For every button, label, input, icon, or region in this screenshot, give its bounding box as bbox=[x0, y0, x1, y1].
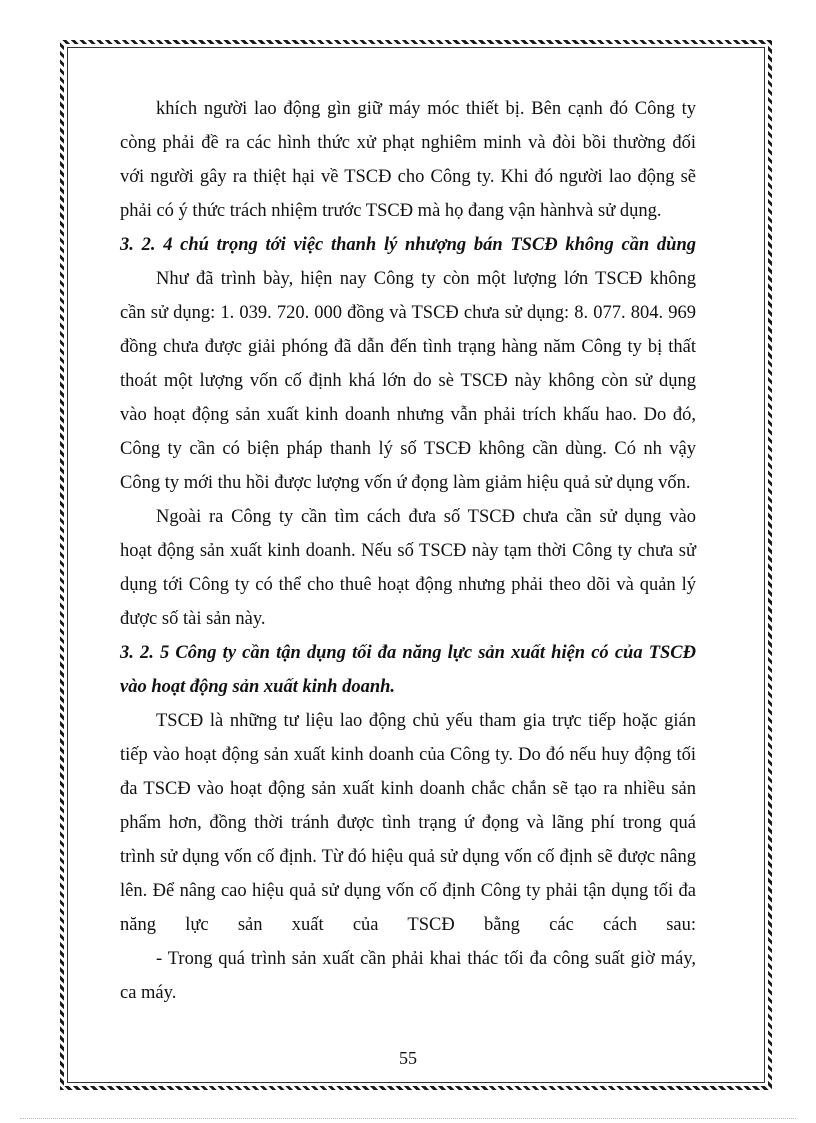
paragraph-line: tiếp vào hoạt động sản xuất kinh doanh của Công ty. Do đó nếu huy động tối bbox=[120, 745, 696, 765]
paragraph-line: phẩm hơn, đồng thời tránh được tình trạng ứ đọng và lãng phí trong quá bbox=[120, 813, 696, 833]
paragraph-line: lên. Để nâng cao hiệu quả sử dụng vốn cố định Công ty phải tận dụng tối đa bbox=[120, 881, 696, 901]
paragraph-line: Ngoài ra Công ty cần tìm cách đưa số TSCĐ chưa cần sử dụng vào bbox=[156, 507, 696, 527]
paragraph-line: ca máy. bbox=[120, 983, 177, 1003]
paragraph-line: phải có ý thức trách nhiệm trước TSCĐ mà họ đang vận hànhvà sử dụng. bbox=[120, 201, 662, 221]
page-number: 55 bbox=[399, 1048, 417, 1068]
paragraph-line: đồng chưa được giải phóng đã dẫn đến tình trạng hàng năm Công ty bị thất bbox=[120, 337, 696, 357]
paragraph-line: Như đã trình bày, hiện nay Công ty còn một lượng lớn TSCĐ không bbox=[156, 269, 696, 289]
document-body bbox=[120, 92, 696, 1010]
paragraph-line: với người gây ra thiệt hại về TSCĐ cho Công ty. Khi đó người lao động sẽ bbox=[120, 167, 696, 187]
paragraph-line: khích người lao động gìn giữ máy móc thiết bị. Bên cạnh đó Công ty bbox=[156, 99, 696, 119]
paragraph-line: vào hoạt động sản xuất kinh doanh nhưng vẫn phải trích khấu hao. Do đó, bbox=[120, 405, 696, 425]
paragraph-line: - Trong quá trình sản xuất cần phải khai thác tối đa công suất giờ máy, bbox=[156, 949, 696, 969]
paragraph-line: được số tài sản này. bbox=[120, 609, 266, 629]
paragraph-line: thoát một lượng vốn cố định khá lớn do sè TSCĐ này không còn sử dụng bbox=[120, 371, 696, 391]
paragraph-line: trình sử dụng vốn cố định. Từ đó hiệu quả sử dụng vốn cố định sẽ được nâng bbox=[120, 847, 696, 867]
paragraph-line: dụng tới Công ty có thể cho thuê hoạt động nhưng phải theo dõi và quản lý bbox=[120, 575, 696, 595]
section-heading-line: 3. 2. 5 Công ty cần tận dụng tối đa năng lực sản xuất hiện có của TSCĐ bbox=[120, 643, 696, 663]
paragraph-line: đa TSCĐ vào hoạt động sản xuất kinh doanh chắc chắn sẽ tạo ra nhiều sản bbox=[120, 779, 696, 799]
section-heading-line: 3. 2. 4 chú trọng tới việc thanh lý nhượng bán TSCĐ không cần dùng bbox=[120, 235, 696, 255]
paragraph-line: Công ty mới thu hồi được lượng vốn ứ đọng làm giảm hiệu quả sử dụng vốn. bbox=[120, 473, 691, 493]
section-heading-line: vào hoạt động sản xuất kinh doanh. bbox=[120, 677, 396, 697]
paragraph-line: còng phải đề ra các hình thức xử phạt nghiêm minh và đòi bồi thường đối bbox=[120, 133, 696, 153]
paragraph-line: cần sử dụng: 1. 039. 720. 000 đồng và TSCĐ chưa sử dụng: 8. 077. 804. 969 bbox=[120, 303, 696, 323]
paragraph-line: hoạt động sản xuất kinh doanh. Nếu số TSCĐ này tạm thời Công ty chưa sử bbox=[120, 541, 696, 561]
paragraph-line: năng lực sản xuất của TSCĐ bằng các cách sau: bbox=[120, 915, 696, 935]
paragraph-line: Công ty cần có biện pháp thanh lý số TSCĐ không cần dùng. Có nh vậy bbox=[120, 439, 696, 459]
page-bottom-divider bbox=[20, 1118, 796, 1119]
paragraph-line: TSCĐ là những tư liệu lao động chủ yếu tham gia trực tiếp hoặc gián bbox=[156, 711, 696, 731]
